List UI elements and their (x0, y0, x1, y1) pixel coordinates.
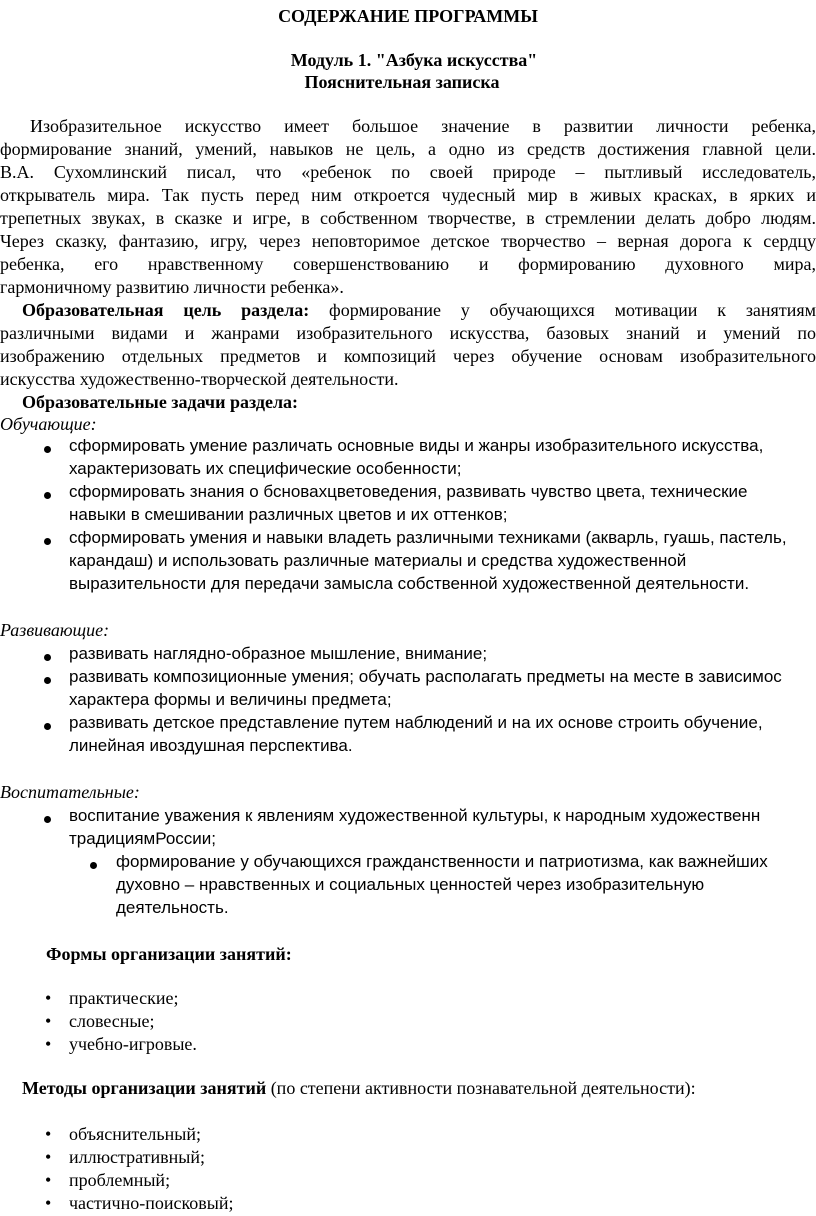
developing-item-line: характера формы и величины предмета; (69, 690, 392, 709)
bullet-icon: • (45, 1147, 52, 1167)
page-title: СОДЕРЖАНИЕ ПРОГРАММЫ (278, 6, 538, 26)
tasks-heading: Образовательные задачи раздела: (22, 392, 299, 412)
intro-line: ребенка, его нравственному совершенствованию и формированию духовного мира, (0, 254, 816, 274)
goal-line: искусства художественно-творческой деятельности. (0, 369, 399, 389)
teaching-item-line: карандаш) и использовать различные материалы и средства художественной (69, 551, 687, 570)
bullet-icon (44, 723, 51, 730)
bullet-icon: • (45, 1170, 52, 1190)
bullet-icon: • (45, 1034, 52, 1054)
bullet-icon: • (45, 1011, 52, 1031)
goal-text: формирование у обучающихся мотивации к занятиям (309, 300, 816, 320)
bullet-icon: • (45, 988, 52, 1008)
methods-note: (по степени активности познавательной деятельности): (266, 1078, 696, 1098)
methods-heading-line (22, 1078, 696, 1099)
intro-line: Изобразительное искусство имеет большое значение в развитии личности ребенка, (30, 116, 816, 136)
intro-line: трепетных звуках, в сказке и игре, в собственном творчестве, в стремлении делать добро людям. (0, 208, 816, 228)
methods-item: иллюстративный; (69, 1147, 206, 1167)
bullet-icon (44, 677, 51, 684)
goal-first-line (22, 300, 816, 321)
developing-item-line: линейная ивоздушная перспектива. (69, 736, 353, 755)
intro-line: открыватель мира. Так пусть перед ним откроется чудесный мир в живых красках, в ярких и (0, 185, 816, 205)
forms-item: практические; (69, 988, 179, 1008)
intro-line: Через сказку, фантазию, игру, через неповторимое детское творчество – верная дорога к сердцу (0, 231, 816, 251)
upbringing-item-line: традициямРоссии; (69, 829, 216, 848)
bullet-icon: • (45, 1193, 52, 1213)
module-title: Модуль 1. "Азбука искусства" (290, 50, 538, 70)
methods-item: проблемный; (69, 1170, 171, 1190)
upbringing-label: Воспитательные: (0, 782, 140, 802)
methods-item: частично-поисковый; (69, 1193, 234, 1213)
bullet-icon (44, 446, 51, 453)
bullet-icon (90, 862, 97, 869)
teaching-item-line: сформировать умение различать основные виды и жанры изобразительного искусства, (69, 436, 764, 455)
upbringing-subitem-line: духовно – нравственных и социальных ценностей через изобразительную (116, 875, 705, 894)
forms-item: словесные; (69, 1011, 155, 1031)
teaching-label: Обучающие: (0, 414, 97, 434)
teaching-item-line: характеризовать их специфические особенности; (69, 459, 462, 478)
teaching-item-line: выразительности для передачи замысла собственной художественной деятельности. (69, 574, 750, 593)
methods-item: объяснительный; (69, 1124, 201, 1144)
developing-item-line: развивать композиционные умения; обучать располагать предметы на месте в зависимос (69, 667, 782, 686)
upbringing-subitem-line: формирование у обучающихся гражданственности и патриотизма, как важнейших (116, 852, 768, 871)
intro-line: В.А. Сухомлинский писал, что «ребенок по своей природе – пытливый исследователь, (0, 162, 816, 182)
note-title: Пояснительная записка (304, 72, 500, 92)
bullet-icon (44, 538, 51, 545)
intro-line: гармоничному развитию личности ребенка». (0, 277, 344, 297)
forms-heading: Формы организации занятий: (46, 944, 292, 964)
teaching-item-line: навыки в смешивании различных цветов и их оттенков; (69, 505, 508, 524)
upbringing-subitem-line: деятельность. (116, 898, 229, 917)
methods-heading: Методы организации занятий (22, 1078, 267, 1098)
teaching-item-line: сформировать умения и навыки владеть различными техниками (акварль, гуашь, пастель, (69, 528, 787, 547)
bullet-icon: • (45, 1124, 52, 1144)
developing-item-line: развивать детское представление путем наблюдений и на их основе строить обучение, (69, 713, 763, 732)
goal-label: Образовательная цель раздела: (22, 300, 310, 320)
bullet-icon (44, 492, 51, 499)
goal-line: изображению отдельных предметов и композиций через обучение основам изобразительного (0, 346, 816, 366)
developing-label: Развивающие: (0, 620, 110, 640)
bullet-icon (44, 816, 51, 823)
upbringing-item-line: воспитание уважения к явлениям художественной культуры, к народным художественн (69, 806, 761, 825)
intro-line: формирование знаний, умений, навыков не цель, а одно из средств достижения главной цели. (0, 139, 816, 159)
teaching-item-line: сформировать знания о бсновахцветоведения, развивать чувство цвета, технические (69, 482, 748, 501)
developing-item-line: развивать наглядно-образное мышление, внимание; (69, 644, 488, 663)
bullet-icon (44, 654, 51, 661)
forms-item: учебно-игровые. (69, 1034, 197, 1054)
goal-line: различными видами и жанрами изобразительного искусства, базовых знаний и умений по (0, 323, 816, 343)
